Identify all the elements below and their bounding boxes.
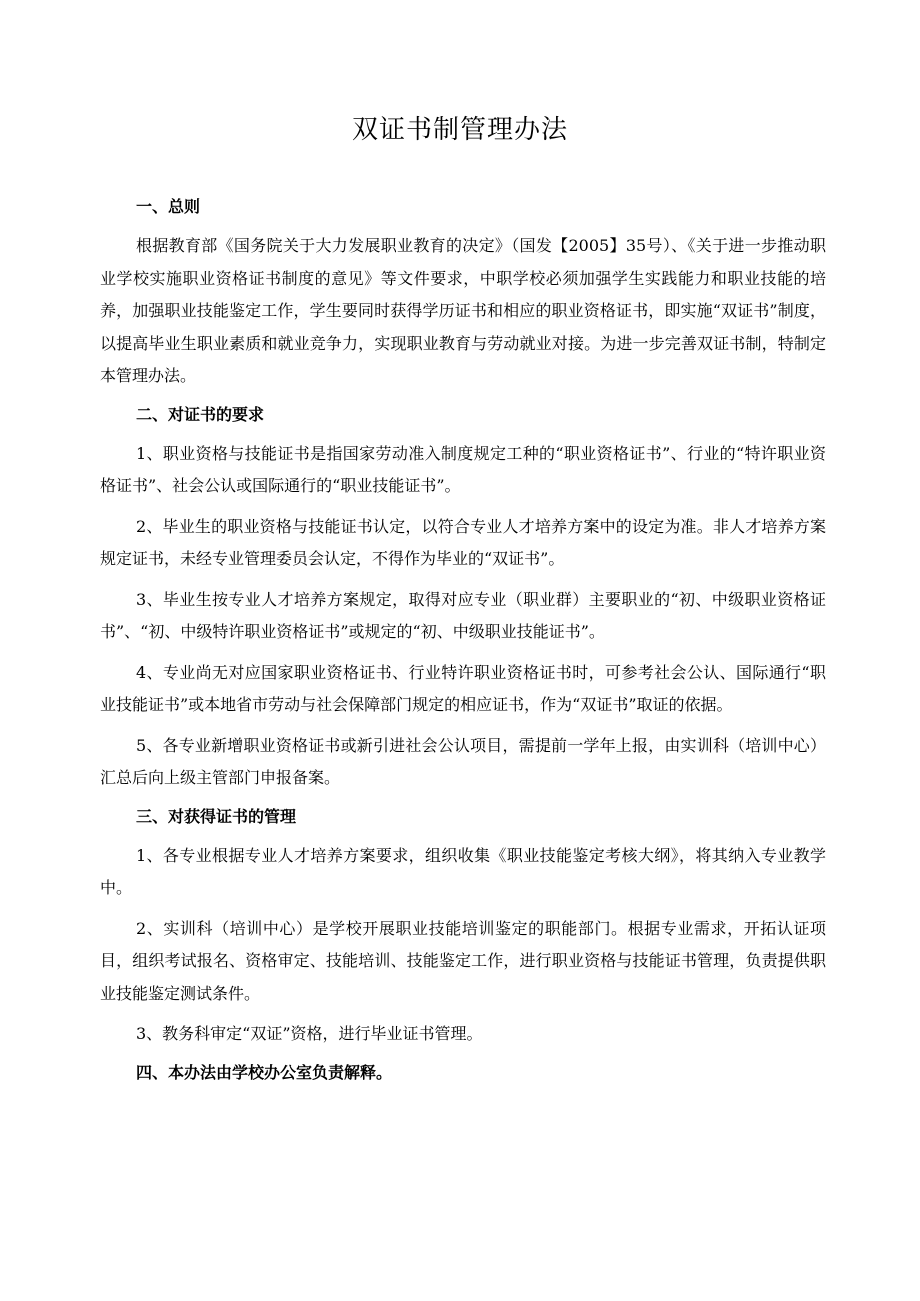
section-certificate-requirements bbox=[100, 401, 826, 803]
paragraph: 3、教务科审定“双证”资格，进行毕业证书管理。 bbox=[136, 1024, 483, 1043]
paragraph: 5、各专业新增职业资格证书或新引进社会公认项目，需提前一学年上报，由实训科（培训中心）汇总后向上级主管部门申报备案。 bbox=[100, 735, 826, 787]
section-general bbox=[100, 193, 826, 401]
section-heading: 四、本办法由学校办公室负责解释。 bbox=[136, 1062, 393, 1082]
paragraph: 3、毕业生按专业人才培养方案规定，取得对应专业（职业群）主要职业的“初、中级职业资格证书”、“初、中级特许职业资格证书”或规定的“初、中级职业技能证书”。 bbox=[100, 589, 826, 641]
section-heading: 一、总则 bbox=[136, 197, 201, 216]
paragraph: 2、毕业生的职业资格与技能证书认定，以符合专业人才培养方案中的设定为准。非人才培养方案规定证书，未经专业管理委员会认定，不得作为毕业的“双证书”。 bbox=[100, 516, 826, 568]
paragraph: 1、各专业根据专业人才培养方案要求，组织收集《职业技能鉴定考核大纲》，将其纳入专业教学中。 bbox=[100, 845, 826, 897]
paragraph: 2、实训科（培训中心）是学校开展职业技能培训鉴定的职能部门。根据专业需求，开拓认证项目，组织考试报名、资格审定、技能培训、技能鉴定工作，进行职业资格与技能证书管理，负责提供职业技能鉴定测试条件。 bbox=[100, 918, 826, 1003]
document-body bbox=[100, 193, 826, 1087]
section-heading: 三、对获得证书的管理 bbox=[136, 806, 297, 826]
document-title: 双证书制管理办法 bbox=[351, 115, 568, 145]
paragraph: 根据教育部《国务院关于大力发展职业教育的决定》（国发【2005】35号）、《关于进一步推动职业学校实施职业资格证书制度的意见》等文件要求，中职学校必须加强学生实践能力和职业技能的培养，加强职业技能鉴定工作，学生要同时获得学历证书和相应的职业资格证书，即实施“双证书”制度，以提高毕业生职业素质和就业竞争力，实现职业教育与劳动就业对接。为进一步完善双证书制，特制定本管理办法。 bbox=[100, 236, 826, 385]
section-interpretation bbox=[100, 1059, 826, 1087]
paragraph: 4、专业尚无对应国家职业资格证书、行业特许职业资格证书时，可参考社会公认、国际通行“职业技能证书”或本地省市劳动与社会保障部门规定的相应证书，作为“双证书”取证的依据。 bbox=[100, 662, 826, 714]
section-certificate-management bbox=[100, 803, 826, 1059]
paragraph: 1、职业资格与技能证书是指国家劳动准入制度规定工种的“职业资格证书”、行业的“特许职业资格证书”、社会公认或国际通行的“职业技能证书”。 bbox=[100, 443, 826, 495]
section-heading: 二、对证书的要求 bbox=[136, 404, 265, 424]
